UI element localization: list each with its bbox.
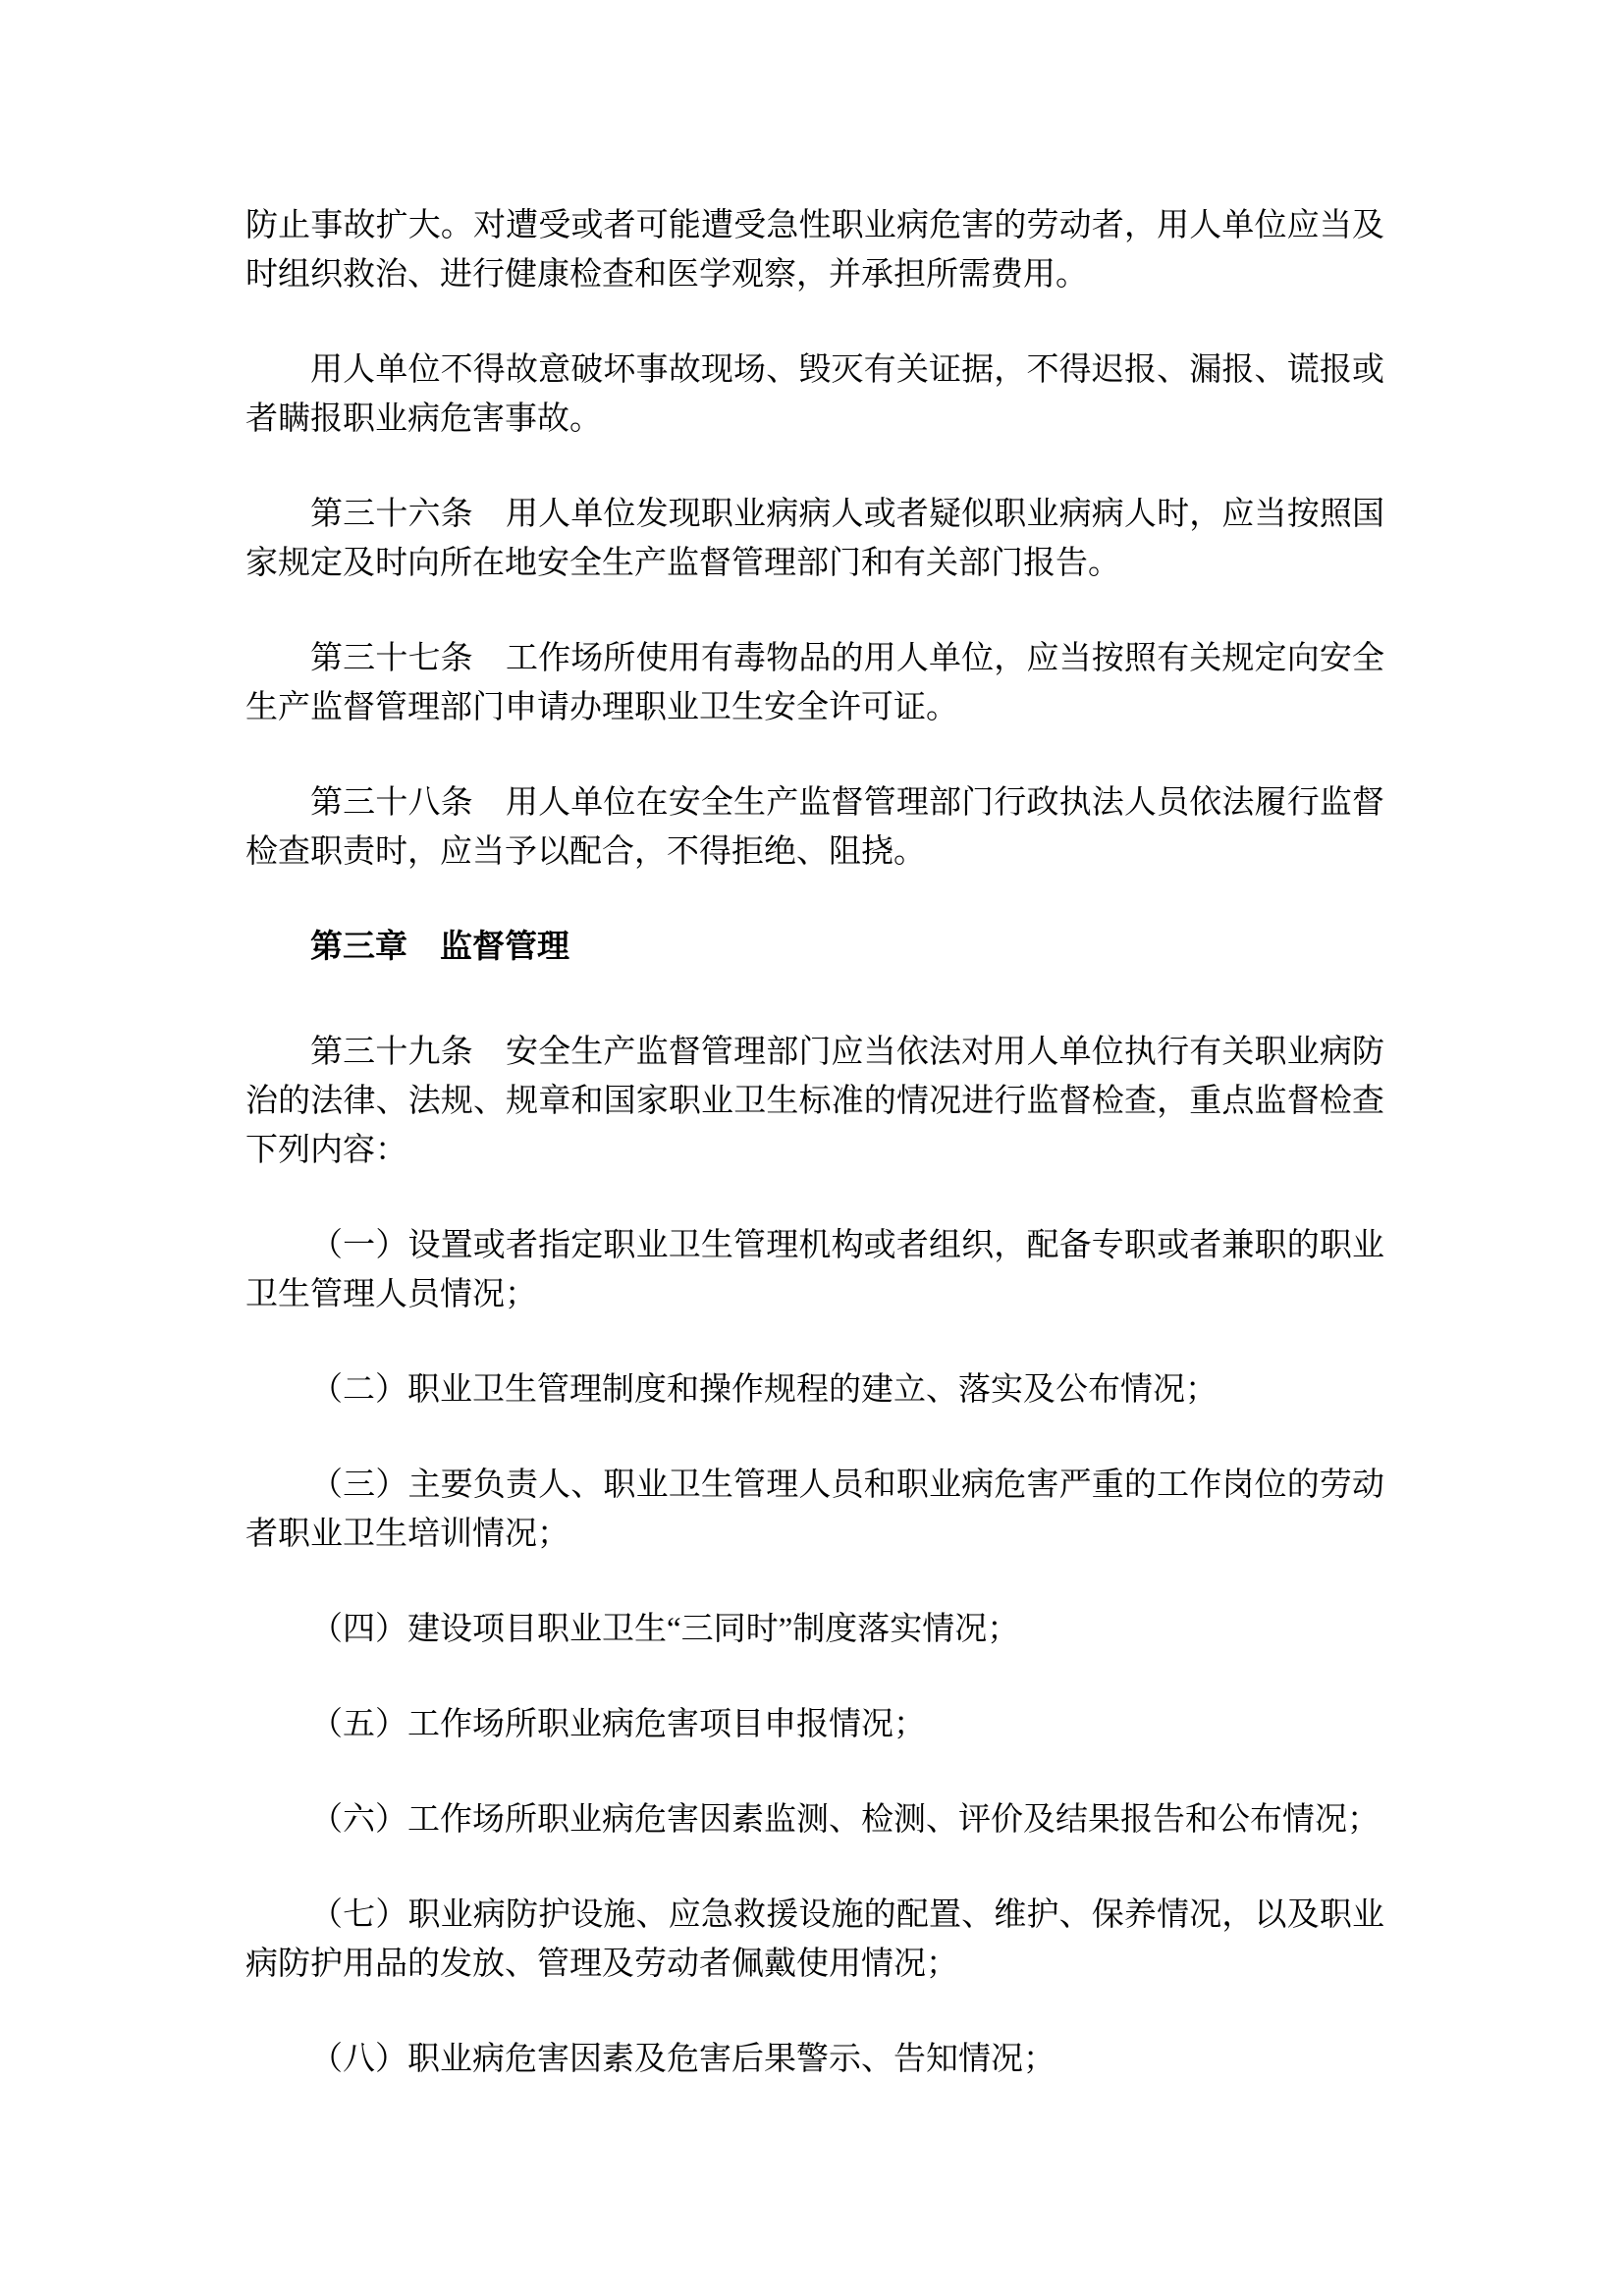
paragraph: 第三十九条 安全生产监督管理部门应当依法对用人单位执行有关职业病防治的法律、法规、规章和国家职业卫生标准的情况进行监督检查，重点监督检查下列内容：: [245, 1035, 1384, 1168]
paragraph: （八）职业病危害因素及危害后果警示、告知情况；: [310, 2042, 1056, 2077]
paragraph: 第三十六条 用人单位发现职业病病人或者疑似职业病病人时，应当按照国家规定及时向所在地安全生产监督管理部门和有关部门报告。: [245, 497, 1384, 581]
chapter-heading: 第三章 监督管理: [310, 930, 569, 965]
paragraph: （四）建设项目职业卫生“三同时”制度落实情况；: [310, 1612, 1020, 1647]
paragraph: 第三十七条 工作场所使用有毒物品的用人单位，应当按照有关规定向安全生产监督管理部门申请办理职业卫生安全许可证。: [245, 641, 1384, 725]
document-body: [245, 201, 1384, 2130]
paragraph: （三）主要负责人、职业卫生管理人员和职业病危害严重的工作岗位的劳动者职业卫生培训情况；: [245, 1468, 1384, 1552]
paragraph: （一）设置或者指定职业卫生管理机构或者组织，配备专职或者兼职的职业卫生管理人员情况；: [245, 1228, 1384, 1312]
paragraph: 防止事故扩大。对遭受或者可能遭受急性职业病危害的劳动者，用人单位应当及时组织救治、进行健康检查和医学观察，并承担所需费用。: [245, 208, 1384, 293]
paragraph: （五）工作场所职业病危害项目申报情况；: [310, 1707, 926, 1742]
paragraph: （六）工作场所职业病危害因素监测、检测、评价及结果报告和公布情况；: [310, 1802, 1380, 1838]
paragraph: （二）职业卫生管理制度和操作规程的建立、落实及公布情况；: [310, 1372, 1218, 1408]
paragraph: 第三十八条 用人单位在安全生产监督管理部门行政执法人员依法履行监督检查职责时，应当予以配合，不得拒绝、阻挠。: [245, 785, 1384, 870]
paragraph: （七）职业病防护设施、应急救援设施的配置、维护、保养情况，以及职业病防护用品的发放、管理及劳动者佩戴使用情况；: [245, 1897, 1384, 1982]
paragraph: 用人单位不得故意破坏事故现场、毁灭有关证据，不得迟报、漏报、谎报或者瞒报职业病危害事故。: [245, 352, 1384, 437]
